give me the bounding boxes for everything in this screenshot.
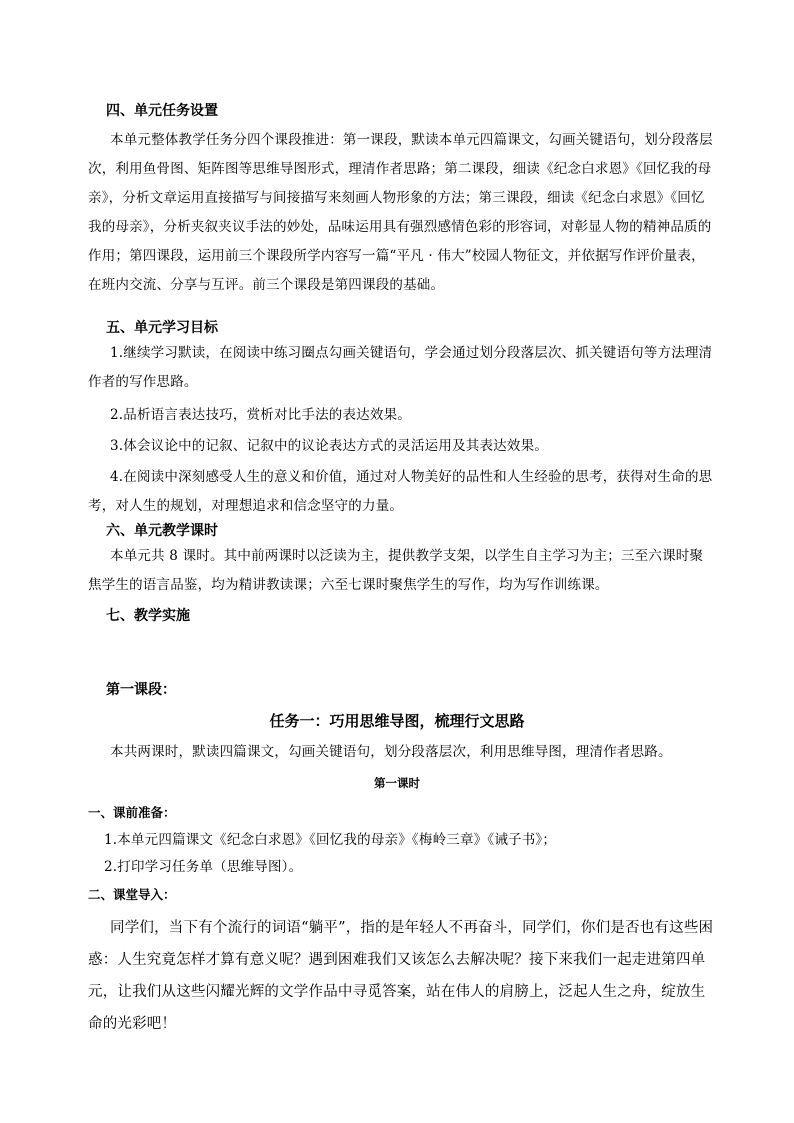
task-1-description: 本共两课时，默读四篇课文，勾画关键语句，划分段落层次，利用思维导图，理清作者思路。 (110, 744, 672, 760)
stage-1-heading: 第一课段： (106, 682, 176, 698)
section-5-heading: 五、单元学习目标 (106, 320, 218, 336)
prep-heading: 一、课前准备： (88, 805, 176, 820)
section-7-heading: 七、教学实施 (106, 608, 190, 624)
goal-item-4: 4.在阅读中深刻感受人生的意义和价值，通过对人物美好的品性和人生经验的思考，获得对生命的思考，对人生的规划，对理想追求和信念坚守的力量。 (88, 469, 713, 514)
goal-item-3: 3.体会议论中的记叙、记叙中的议论表达方式的灵活运用及其表达效果。 (110, 438, 548, 454)
section-4-body: 本单元整体教学任务分四个课段推进：第一课段，默读本单元四篇课文，勾画关键语句，划分段落层次，利用鱼骨图、矩阵图等思维导图形式，理清作者思路；第二课段，细读《纪念白求恩》《回忆我的母亲》，分析文章运用直接描写与间接描写来刻画人物形象的方法；第三课段，细读《纪念白求恩》《回忆我的母亲》，分析夹叙夹议手法的妙处，品味运用具有强烈感情色彩的形容词，对彰显人物的精神品质的作用；第四课段，运用前三个课段所学内容写一篇“平凡 · 伟大”校园人物征文，并依据写作评价量表，在班内交流、分享与互评。前三个课段是第四课段的基础。 (88, 132, 713, 293)
task-1-title: 任务一：巧用思维导图，梳理行文思路 (269, 712, 525, 730)
section-4-heading: 四、单元任务设置 (106, 103, 218, 119)
goal-item-2: 2.品析语言表达技巧，赏析对比手法的表达效果。 (110, 407, 411, 423)
intro-body: 同学们，当下有个流行的词语“躺平”，指的是年轻人不再奋斗，同学们，你们是否也有这些困惑：人生究竟怎样才算有意义呢？遇到困难我们又该怎么去解决呢？接下来我们一起走进第四单元，让我们从这些闪耀光辉的文学作品中寻觅答案，站在伟人的肩膀上，泛起人生之舟，绽放生命的光彩吧！ (88, 920, 714, 1032)
prep-item-2: 2.打印学习任务单（思维导图）。 (104, 859, 303, 875)
lesson-1-title: 第一课时 (374, 776, 420, 790)
section-6-body: 本单元共 8 课时。其中前两课时以泛读为主，提供教学支架，以学生自主学习为主；三至六课时聚焦学生的语言品鉴，均为精讲教读课；六至七课时聚焦学生的写作，均为写作训练课。 (88, 548, 704, 593)
prep-item-1: 1.本单元四篇课文《纪念白求恩》《回忆我的母亲》《梅岭三章》《诫子书》； (104, 832, 557, 848)
goal-item-1: 1.继续学习默读，在阅读中练习圈点勾画关键语句，学会通过划分段落层次、抓关键语句等方法理清作者的写作思路。 (88, 345, 713, 390)
intro-heading: 二、课堂导入： (88, 887, 176, 902)
section-6-heading: 六、单元教学课时 (106, 523, 218, 539)
